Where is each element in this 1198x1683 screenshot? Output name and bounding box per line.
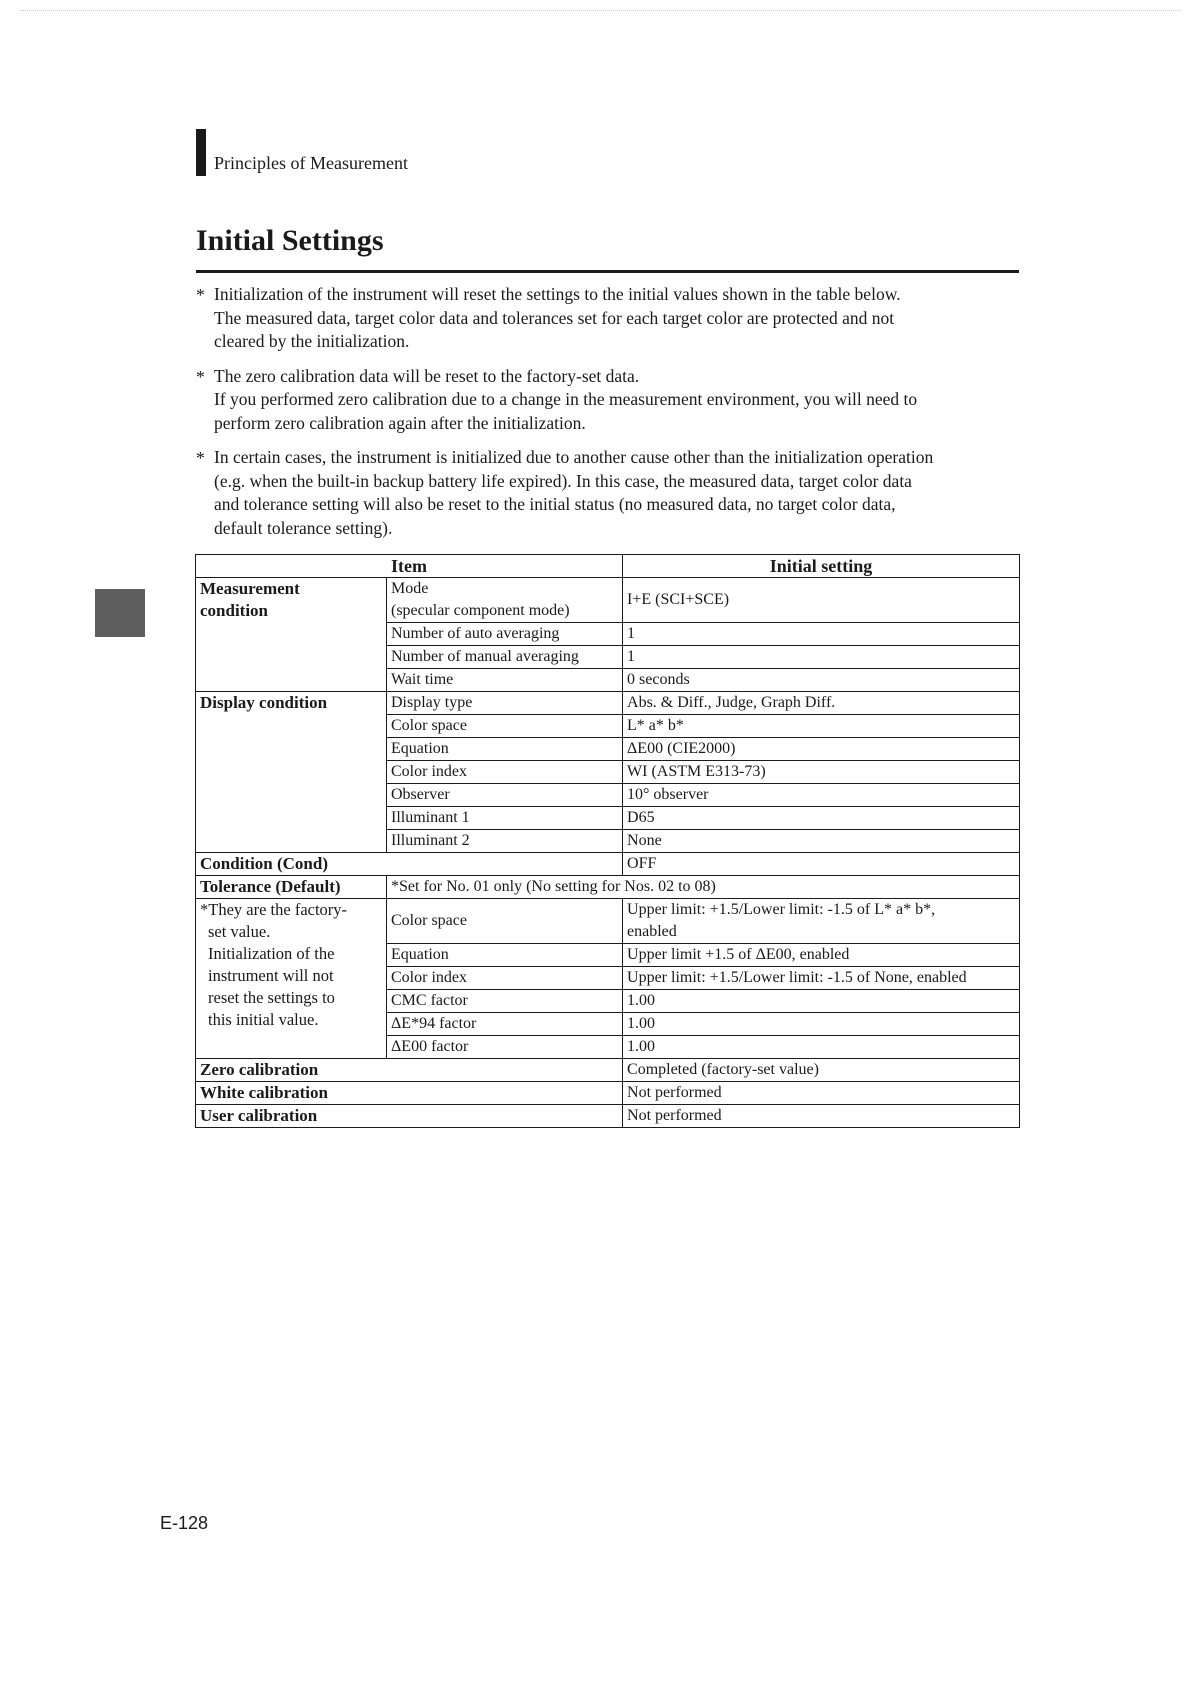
item-cell: Illuminant 1 xyxy=(387,807,623,830)
item-cell: Color space xyxy=(387,715,623,738)
note-bullet: * xyxy=(196,285,205,305)
value-cell: None xyxy=(623,830,1020,853)
table-row xyxy=(196,853,1020,876)
section-white-calibration: White calibration xyxy=(196,1082,623,1105)
item-cell: Color space xyxy=(387,899,623,944)
section-measurement-condition xyxy=(196,578,387,692)
value-cell: OFF xyxy=(623,853,1020,876)
note-line: If you performed zero calibration due to a change in the measurement environment, you will need to xyxy=(214,389,918,409)
section-label-line: condition xyxy=(200,601,269,620)
table-header-row xyxy=(196,555,1020,578)
note-line: In certain cases, the instrument is initialized due to another cause other than the initialization operation xyxy=(214,447,934,467)
note-line: Initialization of the xyxy=(208,944,335,963)
tolerance-set-note: *Set for No. 01 only (No setting for Nos. 02 to 08) xyxy=(387,876,1020,899)
table-row xyxy=(196,578,1020,623)
item-cell: ΔE00 factor xyxy=(387,1036,623,1059)
note-line: The measured data, target color data and tolerances set for each target color are protected and not xyxy=(214,307,895,328)
note-zero-calibration xyxy=(196,365,1026,436)
note-line: instrument will not xyxy=(208,966,334,985)
item-line: Mode xyxy=(391,580,429,597)
section-zero-calibration: Zero calibration xyxy=(196,1059,623,1082)
note-auto-initialization xyxy=(196,446,1026,540)
value-cell: Completed (factory-set value) xyxy=(623,1059,1020,1082)
value-cell: 0 seconds xyxy=(623,669,1020,692)
section-marker-bar xyxy=(196,129,206,176)
table-row xyxy=(196,692,1020,715)
value-cell: 1 xyxy=(623,646,1020,669)
table-row xyxy=(196,876,1020,899)
note-initialization xyxy=(196,283,1026,354)
initial-settings-table xyxy=(195,554,1020,1128)
note-line: reset the settings to xyxy=(208,988,335,1007)
note-bullet: * xyxy=(196,366,205,387)
value-cell: ΔE00 (CIE2000) xyxy=(623,738,1020,761)
note-line: this initial value. xyxy=(208,1010,319,1029)
section-label: Principles of Measurement xyxy=(214,153,408,173)
note-line: (e.g. when the built-in backup battery life expired). In this case, the measured data, target color data xyxy=(214,470,912,491)
table-row xyxy=(196,899,1020,944)
value-cell: Upper limit +1.5 of ΔE00, enabled xyxy=(623,944,1020,967)
item-cell: CMC factor xyxy=(387,990,623,1013)
note-line: The zero calibration data will be reset to the factory-set data. xyxy=(214,365,640,386)
note-line: and tolerance setting will also be reset to the initial status (no measured data, no target color data, xyxy=(214,494,896,514)
notes xyxy=(196,283,1026,551)
item-cell: Equation xyxy=(387,944,623,967)
item-cell: ΔE*94 factor xyxy=(387,1013,623,1036)
value-cell: 1.00 xyxy=(623,1013,1020,1036)
value-cell: 1.00 xyxy=(623,990,1020,1013)
tolerance-factory-note xyxy=(196,899,387,1059)
scan-top-edge xyxy=(20,10,1180,11)
note-line: cleared by the initialization. xyxy=(214,331,410,351)
value-cell: 1 xyxy=(623,623,1020,646)
section-user-calibration: User calibration xyxy=(196,1105,623,1128)
section-condition-cond: Condition (Cond) xyxy=(196,853,623,876)
note-line: perform zero calibration again after the initialization. xyxy=(214,412,586,433)
value-line: Upper limit: +1.5/Lower limit: -1.5 of L* a* b*, xyxy=(627,901,936,918)
item-cell: Number of manual averaging xyxy=(387,646,623,669)
note-line: *They are the factory- xyxy=(200,900,348,919)
note-line: set value. xyxy=(208,922,271,941)
value-cell: 1.00 xyxy=(623,1036,1020,1059)
item-header: Item xyxy=(196,555,623,578)
value-line: enabled xyxy=(627,923,677,940)
section-tolerance-default: Tolerance (Default) xyxy=(196,876,387,899)
item-line: (specular component mode) xyxy=(391,602,570,619)
value-cell xyxy=(623,899,1020,944)
note-line: default tolerance setting). xyxy=(214,517,393,538)
item-cell: Observer xyxy=(387,784,623,807)
initial-setting-header: Initial setting xyxy=(623,555,1020,578)
item-cell: Color index xyxy=(387,967,623,990)
value-cell: Not performed xyxy=(623,1105,1020,1128)
page-title: Initial Settings xyxy=(196,224,384,257)
section-label-line: Measurement xyxy=(200,579,300,598)
value-cell: Abs. & Diff., Judge, Graph Diff. xyxy=(623,692,1020,715)
value-cell: Upper limit: +1.5/Lower limit: -1.5 of None, enabled xyxy=(623,967,1020,990)
table-row xyxy=(196,1082,1020,1105)
item-cell: Illuminant 2 xyxy=(387,830,623,853)
value-cell: D65 xyxy=(623,807,1020,830)
note-line: Initialization of the instrument will reset the settings to the initial values shown in the table below. xyxy=(214,284,901,304)
value-cell: WI (ASTM E313-73) xyxy=(623,761,1020,784)
value-cell: Not performed xyxy=(623,1082,1020,1105)
item-cell: Color index xyxy=(387,761,623,784)
page-number: E-128 xyxy=(160,1513,209,1533)
title-rule xyxy=(196,270,1019,273)
value-cell: I+E (SCI+SCE) xyxy=(623,578,1020,623)
item-cell: Display type xyxy=(387,692,623,715)
note-bullet: * xyxy=(196,448,205,468)
chapter-tab xyxy=(95,589,145,637)
item-cell xyxy=(387,578,623,623)
table-row xyxy=(196,1059,1020,1082)
item-cell: Wait time xyxy=(387,669,623,692)
table-row xyxy=(196,1105,1020,1128)
value-cell: L* a* b* xyxy=(623,715,1020,738)
item-cell: Equation xyxy=(387,738,623,761)
section-display-condition: Display condition xyxy=(196,692,387,853)
item-cell: Number of auto averaging xyxy=(387,623,623,646)
value-cell: 10° observer xyxy=(623,784,1020,807)
